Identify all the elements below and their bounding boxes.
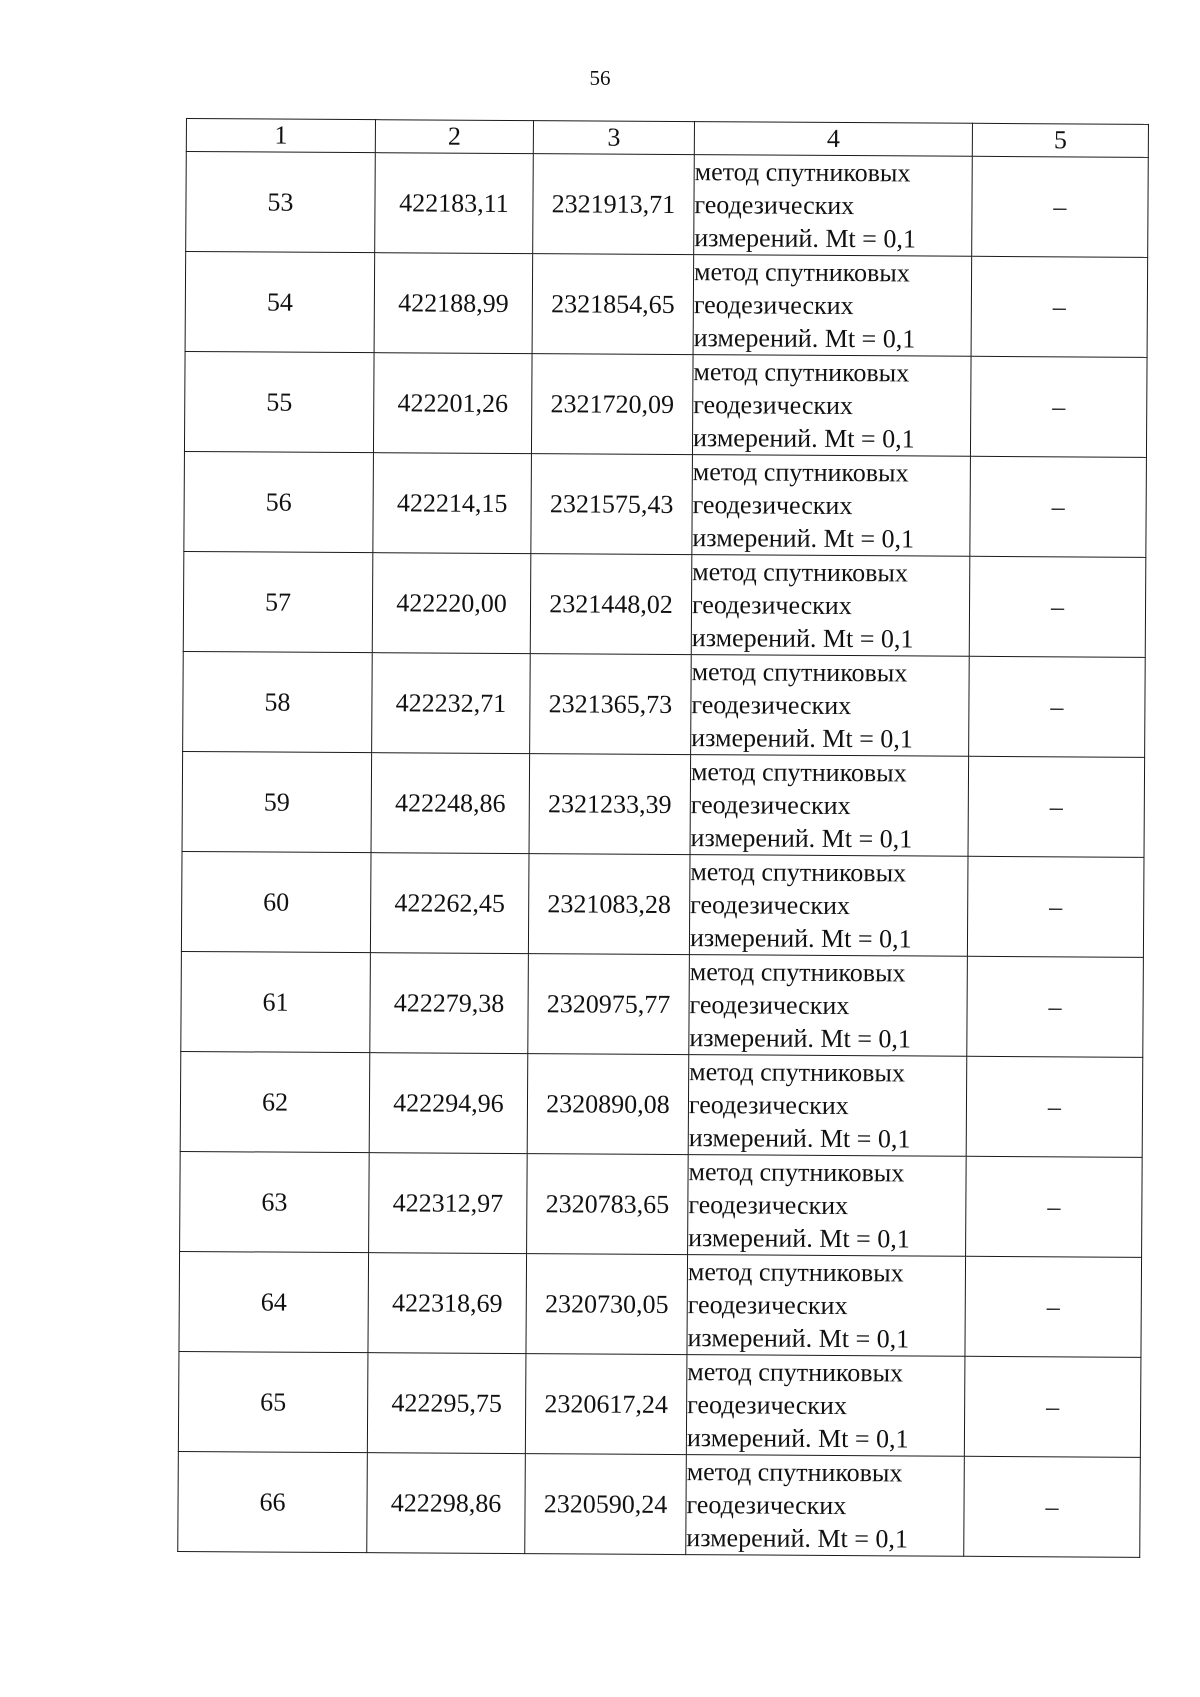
method-line: геодезических: [688, 1090, 849, 1121]
note-cell: –: [967, 856, 1144, 957]
method-cell: [688, 1155, 967, 1257]
y-coordinate-cell: 2320730,05: [526, 1254, 688, 1355]
method-cell: [691, 555, 970, 657]
x-coordinate-cell: 422248,86: [371, 753, 530, 854]
point-number-cell: 56: [184, 451, 374, 552]
coordinates-table: [177, 118, 1149, 1558]
method-cell: [687, 1255, 966, 1357]
table-row: [183, 651, 1146, 757]
y-coordinate-cell: 2320975,77: [528, 954, 690, 1055]
y-coordinate-cell: 2321913,71: [533, 154, 695, 255]
method-cell: [686, 1355, 965, 1457]
y-coordinate-cell: 2321083,28: [528, 854, 690, 955]
note-cell: –: [964, 1456, 1141, 1557]
table-row: [185, 252, 1148, 358]
page-number: 56: [589, 66, 611, 90]
method-line: метод спутниковых: [694, 157, 911, 188]
y-coordinate-cell: 2320783,65: [527, 1154, 689, 1255]
x-coordinate-cell: 422295,75: [367, 1353, 526, 1454]
method-line: геодезических: [693, 390, 854, 421]
method-line: измерений. Mt = 0,1: [690, 823, 913, 854]
y-coordinate-cell: 2321365,73: [530, 654, 692, 755]
x-coordinate-cell: 422318,69: [368, 1253, 527, 1354]
table-row: [184, 451, 1147, 557]
header-col-3: 3: [533, 121, 694, 155]
y-coordinate-cell: 2321720,09: [531, 354, 693, 455]
method-line: метод спутниковых: [687, 1357, 904, 1388]
table-row: [183, 551, 1146, 657]
note-cell: –: [969, 656, 1146, 757]
note-cell: –: [969, 556, 1146, 657]
point-number-cell: 59: [182, 751, 372, 852]
table-row: [184, 351, 1147, 457]
x-coordinate-cell: 422294,96: [369, 1053, 528, 1154]
point-number-cell: 62: [180, 1051, 370, 1152]
method-cell: [694, 155, 973, 257]
method-line: измерений. Mt = 0,1: [688, 1123, 911, 1154]
method-line: геодезических: [692, 490, 853, 521]
method-line: метод спутниковых: [689, 957, 906, 988]
header-col-1: 1: [186, 119, 375, 153]
method-line: метод спутниковых: [690, 757, 907, 788]
point-number-cell: 53: [186, 152, 376, 253]
table-row: [179, 1251, 1142, 1357]
method-line: измерений. Mt = 0,1: [691, 623, 914, 654]
note-cell: –: [966, 1156, 1143, 1257]
method-line: измерений. Mt = 0,1: [689, 923, 912, 954]
method-cell: [689, 955, 968, 1057]
y-coordinate-cell: 2320890,08: [527, 1054, 689, 1155]
x-coordinate-cell: 422298,86: [367, 1453, 526, 1554]
note-cell: –: [967, 956, 1144, 1057]
method-line: геодезических: [687, 1290, 848, 1321]
method-line: геодезических: [689, 990, 850, 1021]
method-line: измерений. Mt = 0,1: [687, 1323, 910, 1354]
method-line: метод спутниковых: [693, 257, 910, 288]
x-coordinate-cell: 422279,38: [370, 953, 529, 1054]
point-number-cell: 57: [183, 551, 373, 652]
header-col-2: 2: [375, 120, 533, 154]
point-number-cell: 63: [180, 1151, 370, 1252]
point-number-cell: 66: [178, 1451, 368, 1552]
method-line: метод спутниковых: [693, 357, 910, 388]
method-line: измерений. Mt = 0,1: [693, 323, 916, 354]
y-coordinate-cell: 2320617,24: [525, 1354, 687, 1455]
x-coordinate-cell: 422214,15: [373, 453, 532, 554]
y-coordinate-cell: 2321575,43: [531, 454, 693, 555]
header-col-4: 4: [694, 122, 972, 157]
method-line: геодезических: [687, 1390, 847, 1421]
method-cell: [689, 855, 968, 957]
table-row: [178, 1451, 1141, 1557]
table-row: [180, 1051, 1143, 1157]
point-number-cell: 64: [179, 1251, 369, 1352]
x-coordinate-cell: 422188,99: [374, 253, 533, 354]
method-line: измерений. Mt = 0,1: [694, 223, 916, 254]
note-cell: –: [970, 456, 1147, 557]
method-line: метод спутниковых: [692, 557, 909, 588]
header-col-5: 5: [972, 123, 1148, 157]
method-cell: [691, 655, 970, 757]
method-line: геодезических: [690, 790, 851, 821]
method-line: измерений. Mt = 0,1: [688, 1223, 910, 1254]
method-cell: [686, 1455, 965, 1557]
x-coordinate-cell: 422201,26: [373, 353, 532, 454]
table-row: [181, 951, 1144, 1057]
table-row: [181, 851, 1144, 957]
point-number-cell: 65: [178, 1351, 368, 1452]
method-line: измерений. Mt = 0,1: [692, 523, 915, 554]
note-cell: –: [966, 1056, 1143, 1157]
note-cell: –: [970, 356, 1147, 457]
method-cell: [688, 1055, 967, 1157]
method-cell: [693, 255, 972, 357]
x-coordinate-cell: 422232,71: [372, 653, 531, 754]
point-number-cell: 60: [181, 851, 371, 952]
method-line: измерений. Mt = 0,1: [686, 1423, 909, 1454]
method-line: метод спутниковых: [690, 857, 907, 888]
method-line: метод спутниковых: [692, 457, 909, 488]
x-coordinate-cell: 422220,00: [372, 553, 531, 654]
method-line: геодезических: [691, 590, 852, 621]
method-cell: [690, 755, 969, 857]
table-row: [180, 1151, 1143, 1257]
x-coordinate-cell: 422312,97: [369, 1153, 528, 1254]
note-cell: –: [972, 156, 1149, 257]
method-line: измерений. Mt = 0,1: [691, 723, 913, 754]
method-line: измерений. Mt = 0,1: [689, 1023, 912, 1054]
y-coordinate-cell: 2321854,65: [532, 254, 694, 355]
y-coordinate-cell: 2320590,24: [525, 1454, 687, 1555]
method-cell: [692, 455, 971, 557]
point-number-cell: 61: [181, 951, 371, 1052]
x-coordinate-cell: 422183,11: [375, 153, 534, 254]
method-line: геодезических: [693, 290, 854, 321]
table-row: [182, 751, 1145, 857]
method-line: метод спутниковых: [691, 657, 908, 688]
method-line: измерений. Mt = 0,1: [686, 1523, 909, 1554]
note-cell: –: [971, 256, 1148, 357]
method-line: геодезических: [691, 690, 852, 721]
point-number-cell: 55: [184, 351, 374, 452]
table-body: [178, 152, 1149, 1558]
table-row: [186, 152, 1149, 258]
y-coordinate-cell: 2321448,02: [530, 554, 692, 655]
method-line: геодезических: [694, 190, 855, 221]
method-line: метод спутниковых: [686, 1457, 903, 1488]
y-coordinate-cell: 2321233,39: [529, 754, 691, 855]
method-line: метод спутниковых: [689, 1057, 905, 1088]
method-line: измерений. Mt = 0,1: [692, 423, 915, 454]
method-line: геодезических: [688, 1190, 849, 1221]
method-line: геодезических: [690, 890, 851, 921]
method-line: геодезических: [686, 1490, 847, 1521]
note-cell: –: [964, 1356, 1141, 1457]
point-number-cell: 54: [185, 252, 375, 353]
table-row: [178, 1351, 1141, 1457]
method-line: метод спутниковых: [688, 1157, 905, 1188]
x-coordinate-cell: 422262,45: [370, 853, 529, 954]
point-number-cell: 58: [183, 651, 373, 752]
note-cell: –: [965, 1256, 1142, 1357]
note-cell: –: [968, 756, 1145, 857]
method-line: метод спутниковых: [687, 1257, 904, 1288]
method-cell: [692, 355, 971, 457]
